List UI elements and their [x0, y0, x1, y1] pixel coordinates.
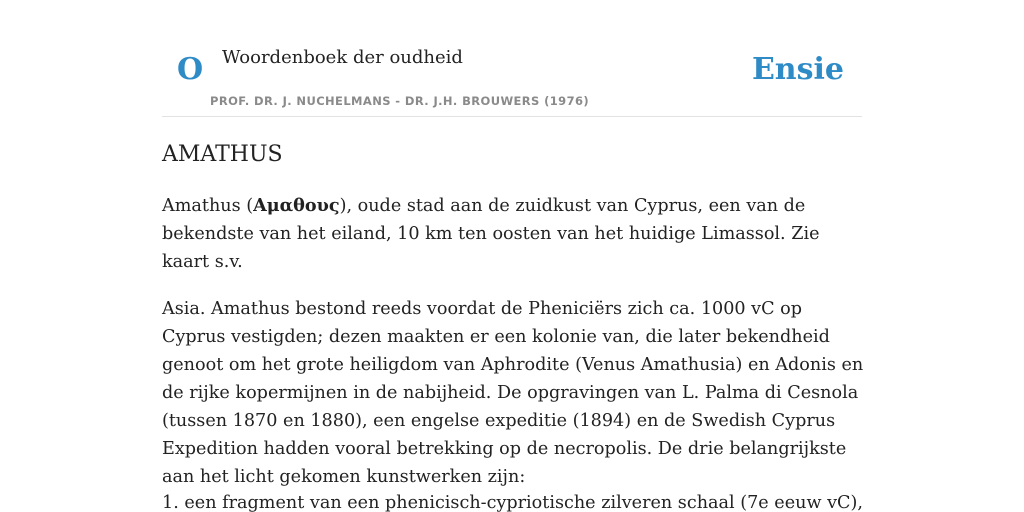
artworks-list [162, 489, 863, 512]
book-authors: PROF. DR. J. NUCHELMANS - DR. J.H. BROUWERS (1976) [210, 94, 590, 108]
book-title[interactable]: Woordenboek der oudheid [222, 47, 463, 68]
greek-name: Αμαθους [253, 195, 340, 216]
brand-logo[interactable]: Ensie [751, 52, 844, 87]
intro-text-start: Amathus ( [162, 196, 254, 216]
index-letter[interactable]: O [177, 52, 204, 87]
header [162, 0, 862, 117]
page [162, 0, 862, 512]
intro-text-end: ), oude stad aan de zuidkust van Cyprus, een van de bekendste van het eiland, 10 km ten oosten van het huidige Limassol. Zie kaart s.v. [162, 196, 820, 272]
list-item: 1. een fragment van een phenicisch-cypriotische zilveren schaal (7e eeuw vC), [162, 493, 863, 512]
paragraph-intro [162, 192, 864, 276]
paragraph-history: Asia. Amathus bestond reeds voordat de Pheniciërs zich ca. 1000 vC op Cyprus vestigden; dezen maakten er een kolonie van, die later bekendheid genoot om het grote heiligdom van Aphrodite (Venus Amathusia) en Adonis en de rijke kopermijnen in de nabijheid. De opgravingen van L. Palma di Cesnola (tussen 1870 en 1880), een engelse expeditie (1894) en de Swedish Cyprus Expedition hadden vooral betrekking op de necropolis. De drie belangrijkste aan het licht gekomen kunstwerken zijn: [162, 299, 864, 487]
entry-title: AMATHUS [162, 142, 283, 167]
entry-content [162, 192, 864, 510]
